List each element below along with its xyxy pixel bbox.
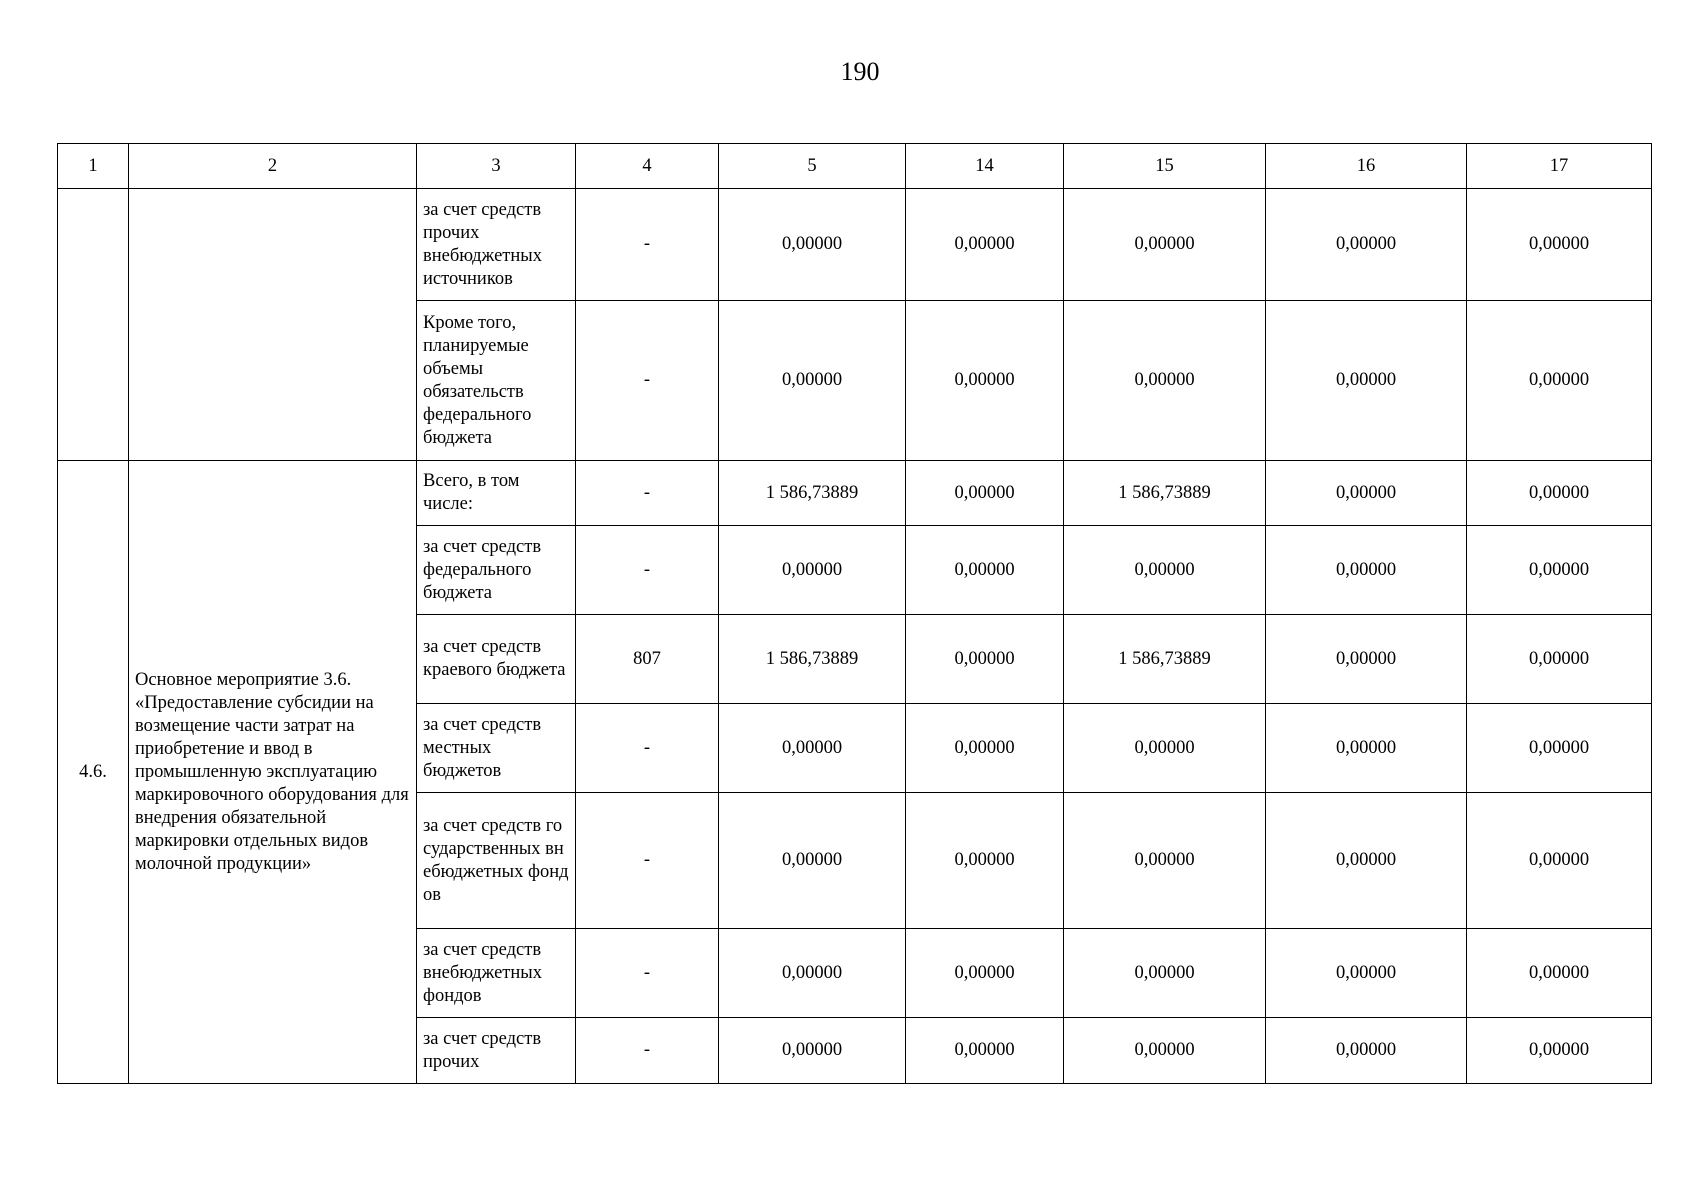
- value-cell: 0,00000: [1266, 526, 1467, 615]
- header-cell: 14: [906, 144, 1064, 189]
- header-cell: 3: [417, 144, 576, 189]
- value-cell: 0,00000: [1266, 301, 1467, 461]
- source-cell: за счет средств прочих: [417, 1018, 576, 1084]
- value-cell: 0,00000: [906, 461, 1064, 526]
- code-cell: -: [576, 189, 719, 301]
- value-cell: 0,00000: [719, 929, 906, 1018]
- value-cell: 0,00000: [906, 301, 1064, 461]
- value-cell: 0,00000: [1467, 1018, 1652, 1084]
- value-cell: 1 586,73889: [1064, 461, 1266, 526]
- code-cell: -: [576, 1018, 719, 1084]
- name-cell: Основное мероприятие 3.6. «Предоставление субсидии на возмещение части затрат на приобретение и ввод в промышленную эксплуатацию маркировочного оборудования для внедрения обязательной маркировки отдельных видов молочной продукции»: [129, 461, 417, 1084]
- code-cell: -: [576, 301, 719, 461]
- value-cell: 0,00000: [1467, 615, 1652, 704]
- value-cell: 0,00000: [1467, 301, 1652, 461]
- budget-table: [57, 143, 1652, 1084]
- value-cell: 0,00000: [719, 793, 906, 929]
- header-cell: 15: [1064, 144, 1266, 189]
- code-cell: 807: [576, 615, 719, 704]
- page-number: 190: [840, 57, 880, 86]
- code-cell: -: [576, 929, 719, 1018]
- value-cell: 0,00000: [719, 301, 906, 461]
- value-cell: 0,00000: [1064, 1018, 1266, 1084]
- value-cell: 0,00000: [906, 526, 1064, 615]
- value-cell: 0,00000: [1467, 526, 1652, 615]
- value-cell: 1 586,73889: [1064, 615, 1266, 704]
- name-cell: [129, 189, 417, 461]
- value-cell: 0,00000: [1467, 793, 1652, 929]
- value-cell: 0,00000: [1064, 793, 1266, 929]
- value-cell: 0,00000: [906, 189, 1064, 301]
- source-cell: за счет средств краевого бюджета: [417, 615, 576, 704]
- value-cell: 0,00000: [719, 1018, 906, 1084]
- value-cell: 0,00000: [906, 615, 1064, 704]
- value-cell: 1 586,73889: [719, 461, 906, 526]
- source-cell: за счет средств государственных внебюджетных фондов: [417, 793, 576, 929]
- table-row: [58, 189, 1652, 301]
- value-cell: 0,00000: [1467, 929, 1652, 1018]
- code-cell: -: [576, 793, 719, 929]
- header-row: [58, 144, 1652, 189]
- value-cell: 0,00000: [1467, 461, 1652, 526]
- value-cell: 0,00000: [1064, 929, 1266, 1018]
- header-cell: 17: [1467, 144, 1652, 189]
- value-cell: 0,00000: [1266, 615, 1467, 704]
- value-cell: 0,00000: [1266, 189, 1467, 301]
- value-cell: 0,00000: [719, 526, 906, 615]
- value-cell: 0,00000: [1467, 704, 1652, 793]
- value-cell: 0,00000: [906, 929, 1064, 1018]
- code-cell: -: [576, 526, 719, 615]
- source-cell: за счет средств местных бюджетов: [417, 704, 576, 793]
- header-cell: 2: [129, 144, 417, 189]
- number-cell: [58, 189, 129, 461]
- value-cell: 0,00000: [906, 1018, 1064, 1084]
- value-cell: 0,00000: [1064, 526, 1266, 615]
- value-cell: 0,00000: [719, 704, 906, 793]
- value-cell: 0,00000: [1266, 793, 1467, 929]
- value-cell: 0,00000: [1064, 189, 1266, 301]
- source-cell: за счет средств федерального бюджета: [417, 526, 576, 615]
- value-cell: 0,00000: [1064, 704, 1266, 793]
- value-cell: 0,00000: [906, 793, 1064, 929]
- source-cell: Кроме того, планируемые объемы обязательств федерального бюджета: [417, 301, 576, 461]
- table-row: [58, 461, 1652, 526]
- header-cell: 4: [576, 144, 719, 189]
- value-cell: 1 586,73889: [719, 615, 906, 704]
- header-cell: 16: [1266, 144, 1467, 189]
- code-cell: -: [576, 704, 719, 793]
- number-cell: 4.6.: [58, 461, 129, 1084]
- value-cell: 0,00000: [1467, 189, 1652, 301]
- value-cell: 0,00000: [1064, 301, 1266, 461]
- value-cell: 0,00000: [1266, 1018, 1467, 1084]
- value-cell: 0,00000: [1266, 461, 1467, 526]
- source-cell: Всего, в том числе:: [417, 461, 576, 526]
- header-cell: 1: [58, 144, 129, 189]
- value-cell: 0,00000: [1266, 704, 1467, 793]
- header-cell: 5: [719, 144, 906, 189]
- source-cell: за счет средств прочих внебюджетных источников: [417, 189, 576, 301]
- value-cell: 0,00000: [1266, 929, 1467, 1018]
- source-cell: за счет средств внебюджетных фондов: [417, 929, 576, 1018]
- value-cell: 0,00000: [906, 704, 1064, 793]
- value-cell: 0,00000: [719, 189, 906, 301]
- code-cell: -: [576, 461, 719, 526]
